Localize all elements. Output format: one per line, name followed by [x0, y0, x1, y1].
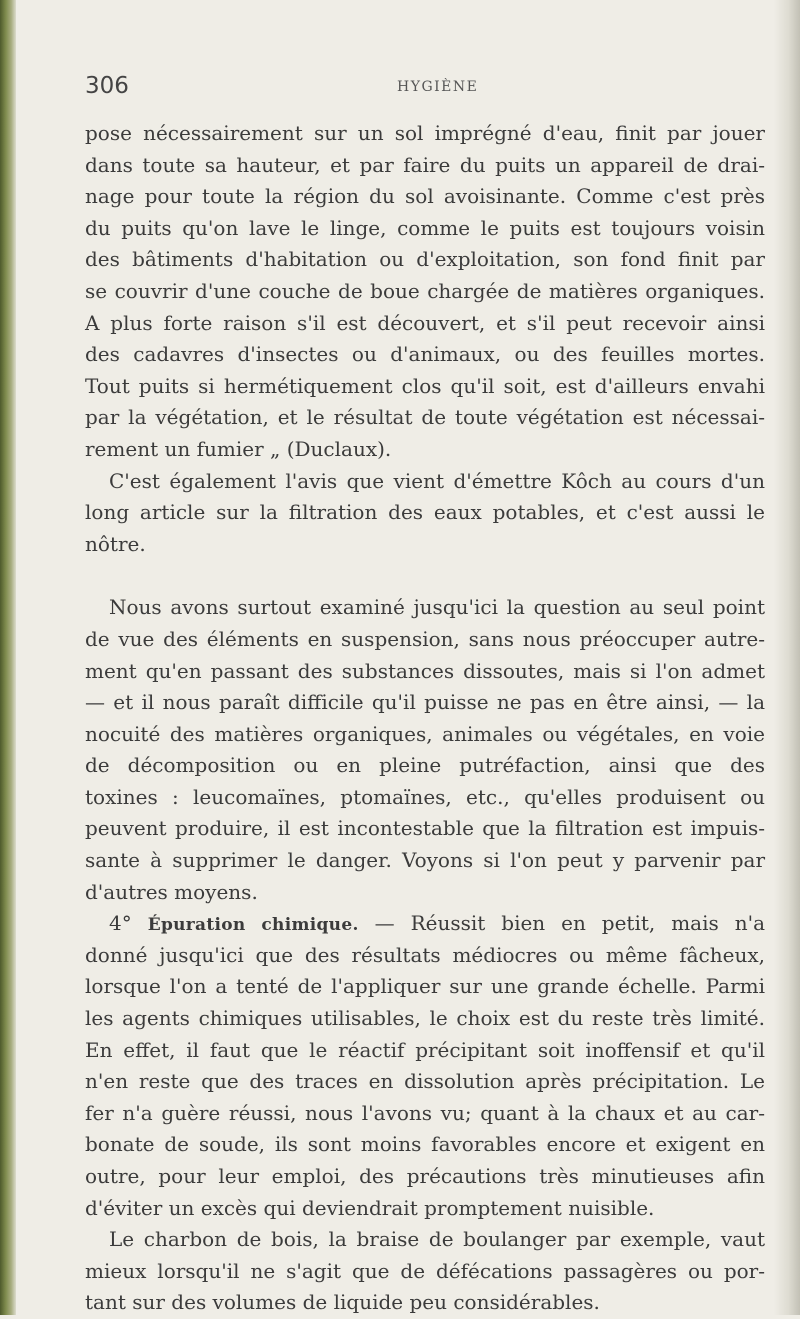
text-line: peuvent produire, il est incontestable que la filtration est impuis-	[85, 816, 765, 841]
text-line: par la végétation, et le résultat de toute végétation est nécessai-	[85, 405, 765, 430]
text-line: donné jusqu'ici que des résultats médiocres ou même fâcheux,	[85, 942, 765, 967]
paragraph-koch	[85, 466, 765, 561]
paragraph-suspension	[85, 592, 765, 908]
text-line: de décomposition ou en pleine putréfaction, ainsi que des	[85, 753, 765, 778]
text-line: En effet, il faut que le réactif précipitant soit inoffensif et qu'il	[85, 1037, 765, 1062]
page-binding-edge	[0, 0, 16, 1315]
text-line: nage pour toute la région du sol avoisinante. Comme c'est près	[85, 184, 765, 209]
text-line: rement un fumier „ (Duclaux).	[85, 436, 392, 461]
body-text	[85, 118, 765, 1319]
text-line: C'est également l'avis que vient d'émettre Kôch au cours d'un	[109, 468, 765, 493]
text-line: toxines : leucomaïnes, ptomaïnes, etc., qu'elles produisent ou	[85, 784, 765, 809]
page-number: 306	[85, 73, 129, 99]
paragraph-quote-end	[85, 118, 765, 466]
text-line: n'en reste que des traces en dissolution après précipitation. Le	[85, 1069, 765, 1094]
running-title: HYGIÈNE	[397, 79, 479, 95]
text-line: d'éviter un excès qui deviendrait promptement nuisible.	[85, 1195, 655, 1220]
text-line: ment qu'en passant des substances dissoutes, mais si l'on admet	[85, 658, 765, 683]
text-line: des cadavres d'insectes ou d'animaux, ou des feuilles mortes.	[85, 342, 765, 367]
text-line: Tout puits si hermétiquement clos qu'il soit, est d'ailleurs envahi	[85, 373, 765, 398]
text-line: long article sur la filtration des eaux potables, et c'est aussi le	[85, 500, 765, 525]
text-line: Le charbon de bois, la braise de boulanger par exemple, vaut	[109, 1227, 765, 1252]
text-line: bonate de soude, ils sont moins favorables encore et exigent en	[85, 1132, 765, 1157]
text-line: sante à supprimer le danger. Voyons si l'on peut y parvenir par	[85, 848, 765, 873]
paragraph-charbon	[85, 1224, 765, 1319]
text-line: nocuité des matières organiques, animales ou végétales, en voie	[85, 721, 765, 746]
section-heading-line	[85, 908, 765, 940]
text-line: Nous avons surtout examiné jusqu'ici la question au seul point	[109, 595, 765, 620]
text-line: dans toute sa hauteur, et par faire du puits un appareil de drai-	[85, 152, 765, 177]
section-number: 4°	[109, 911, 132, 936]
text-line: de vue des éléments en suspension, sans nous préoccuper autre-	[85, 626, 765, 651]
text-line: pose nécessairement sur un sol imprégné d'eau, finit par jouer	[85, 121, 765, 145]
paragraph-gap	[85, 560, 765, 592]
section-heading: Épuration chimique.	[147, 915, 359, 936]
text-line: lorsque l'on a tenté de l'appliquer sur une grande échelle. Parmi	[85, 974, 765, 999]
text-line: fer n'a guère réussi, nous l'avons vu; quant à la chaux et au car-	[85, 1100, 765, 1125]
text-line: se couvrir d'une couche de boue chargée de matières organiques.	[85, 278, 765, 303]
text-line: des bâtiments d'habitation ou d'exploitation, son fond finit par	[85, 247, 765, 272]
text-line: A plus forte raison s'il est découvert, et s'il peut recevoir ainsi	[85, 310, 765, 335]
text-line: — et il nous paraît difficile qu'il puisse ne pas en être ainsi, — la	[85, 690, 765, 715]
section-epuration-chimique	[85, 908, 765, 1224]
text-line: tant sur des volumes de liquide peu considérables.	[85, 1290, 600, 1315]
text-line: d'autres moyens.	[85, 879, 258, 904]
text-line: du puits qu'on lave le linge, comme le puits est toujours voisin	[85, 215, 765, 240]
text-line: les agents chimiques utilisables, le choix est du reste très limité.	[85, 1006, 765, 1031]
book-page	[40, 0, 780, 1315]
text-line: outre, pour leur emploi, des précautions très minutieuses afin	[85, 1164, 765, 1188]
text-line: mieux lorsqu'il ne s'agit que de défécations passagères ou por-	[85, 1258, 765, 1283]
running-head	[40, 73, 780, 103]
section-lead-text: — Réussit bien en petit, mais n'a	[358, 911, 765, 936]
text-line: nôtre.	[85, 531, 146, 556]
